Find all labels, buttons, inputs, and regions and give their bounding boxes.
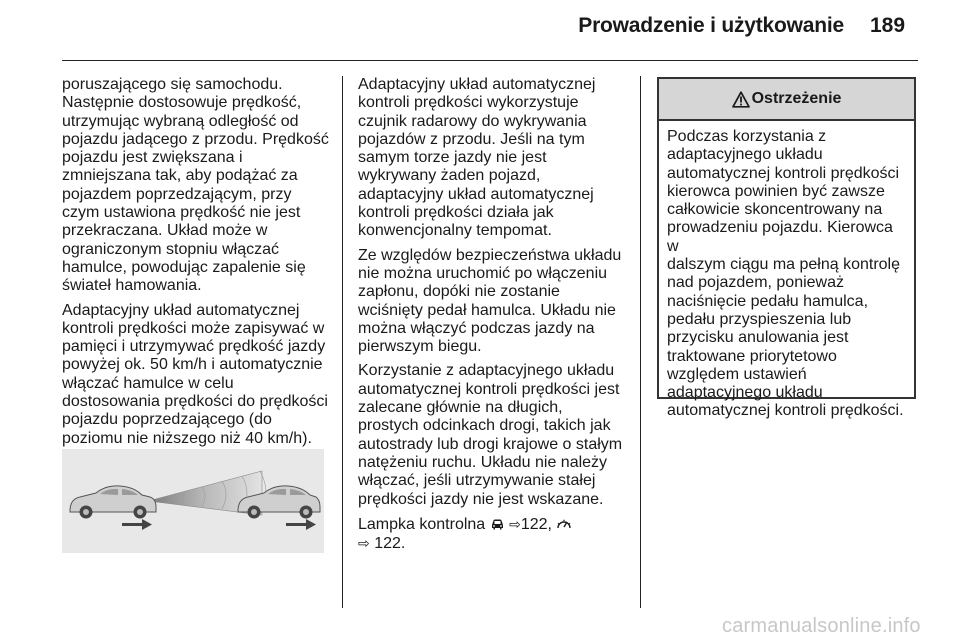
page-reference[interactable]: 122.	[374, 535, 406, 553]
text-line: pierwszym biegu.	[358, 338, 482, 356]
paragraph	[62, 76, 330, 296]
page-header-title: Prowadzenie i użytkowanie	[578, 14, 844, 37]
paragraph	[62, 302, 330, 448]
text-line: adaptacyjnego układu	[667, 384, 823, 402]
text-line: czujnik radarowy do wykrywania	[358, 112, 587, 130]
text-line: Adaptacyjny układ automatycznej	[62, 301, 300, 319]
text-line: całkowicie skoncentrowany na	[667, 201, 883, 219]
text-line: adaptacyjnego układu	[667, 146, 823, 164]
text-line: adaptacyjny układ automatycznej	[358, 185, 594, 203]
text-line: włączać hamulce w celu	[62, 374, 234, 392]
text-line: nie można uruchomić po włączeniu	[358, 264, 608, 282]
text-line: konwencjonalny tempomat.	[358, 222, 552, 240]
text-line: Adaptacyjny układ automatycznej	[358, 76, 596, 93]
page-reference[interactable]: 122,	[520, 515, 552, 533]
text-line: traktowane priorytetowo	[667, 347, 837, 365]
text-line: pojazdu jest zwiększana i	[62, 149, 243, 167]
watermark: carmanualsonline.info	[722, 615, 921, 637]
text-line: czym ustawiona prędkość nie jest	[62, 204, 301, 222]
text-line: można włączyć podczas jazdy na	[358, 319, 595, 337]
text-line: pojazdów z przodu. Jeśli na tym	[358, 130, 585, 148]
text-line: powyżej ok. 50 km/h i automatycznie	[62, 356, 323, 374]
warning-text	[659, 121, 914, 421]
text-line: Następnie dostosowuje prędkość,	[62, 94, 302, 112]
text-line: Korzystanie z adaptacyjnego układu	[358, 362, 615, 380]
header-divider	[62, 60, 918, 61]
text-line: pojazdu jadącego z przodu. Prędkość	[62, 130, 329, 148]
text-line: automatycznej kontroli prędkości jest	[358, 380, 620, 398]
column-divider-2	[640, 76, 641, 608]
text-line: kontroli prędkości może zapisywać w	[62, 319, 325, 337]
car-front-lamp-icon	[490, 518, 505, 530]
speedometer-lamp-icon	[556, 518, 572, 530]
text-line: Ze względów bezpieczeństwa układu	[358, 246, 622, 264]
paragraph-indicator-lamp	[358, 515, 626, 554]
text-line: przekraczana. Układ może w	[62, 222, 268, 240]
text-line: pojazdu poprzedzającego (do	[62, 411, 272, 429]
direction-arrow-icon	[122, 519, 316, 530]
text-line: względem ustawień	[667, 365, 807, 383]
text-line: Podczas korzystania z	[667, 128, 827, 145]
text-line: przycisku anulowania jest	[667, 329, 849, 347]
column-divider-1	[342, 76, 343, 608]
text-line: pojazdem poprzedzającym, przy	[62, 185, 292, 203]
text-line: zapłonu, dopóki nie zostanie	[358, 283, 560, 301]
paragraph	[358, 362, 626, 508]
text-line: dalszym ciągu ma pełną kontrolę	[667, 256, 901, 274]
indicator-text: Lampka kontrolna	[358, 515, 486, 533]
warning-title: Ostrzeżenie	[751, 90, 842, 107]
warning-box	[657, 77, 916, 420]
text-line: hamulce, powodując zapalenie się	[62, 258, 306, 276]
text-line: prostych odcinkach drogi, takich jak	[358, 417, 611, 435]
text-line: włączać, jeśli utrzymywanie stałej	[358, 472, 596, 490]
page-reference-arrow-icon[interactable]: ⇨	[358, 535, 370, 552]
text-line: wykrywany żaden pojazd,	[358, 167, 541, 185]
text-line: naciśnięcie pedału hamulca,	[667, 292, 869, 310]
text-line: autostrady lub drogi krajowe o stałym	[358, 435, 623, 453]
text-column-1	[62, 76, 330, 454]
text-line: wciśnięty pedał hamulca. Układu nie	[358, 301, 616, 319]
text-line: ograniczonym stopniu włączać	[62, 240, 279, 258]
text-line: pedału przyspieszenia lub	[667, 310, 852, 328]
text-line: natężeniu ruchu. Układu nie należy	[358, 453, 608, 471]
page-reference-arrow-icon[interactable]: ⇨	[509, 515, 521, 532]
text-line: automatycznej kontroli prędkości.	[667, 402, 904, 420]
text-line: nad pojazdem, ponieważ	[667, 274, 845, 292]
paragraph	[358, 247, 626, 357]
rear-car-icon	[70, 486, 156, 519]
page-number: 189	[870, 14, 906, 37]
text-column-2	[358, 76, 626, 559]
text-line: pamięci i utrzymywać prędkość jazdy	[62, 338, 326, 356]
text-line: dostosowania prędkości do prędkości	[62, 393, 328, 411]
radar-cars-icon	[62, 449, 324, 553]
text-line: poziomu nie niższego niż 40 km/h).	[62, 429, 312, 447]
paragraph	[358, 76, 626, 241]
text-line: prowadzeniu pojazdu. Kierowca w	[667, 219, 893, 255]
text-line: kontroli prędkości działa jak	[358, 204, 554, 222]
text-line: samym torze jazdy nie jest	[358, 149, 547, 167]
warning-header	[659, 79, 914, 121]
acc-radar-illustration	[62, 449, 324, 553]
text-line: poruszającego się samochodu.	[62, 76, 283, 93]
text-line: świateł hamowania.	[62, 277, 202, 295]
text-line: kierowca powinien być zawsze	[667, 182, 885, 200]
text-line: prędkości jazdy nie jest wskazane.	[358, 490, 604, 508]
text-line: zmniejszana tak, aby podążać za	[62, 167, 298, 185]
text-line: automatycznej kontroli prędkości	[667, 164, 900, 182]
text-line: zalecane głównie na długich,	[358, 399, 563, 417]
warning-triangle-icon	[732, 91, 750, 108]
text-line: utrzymując wybraną odległość od	[62, 112, 299, 130]
text-line: kontroli prędkości wykorzystuje	[358, 94, 579, 112]
